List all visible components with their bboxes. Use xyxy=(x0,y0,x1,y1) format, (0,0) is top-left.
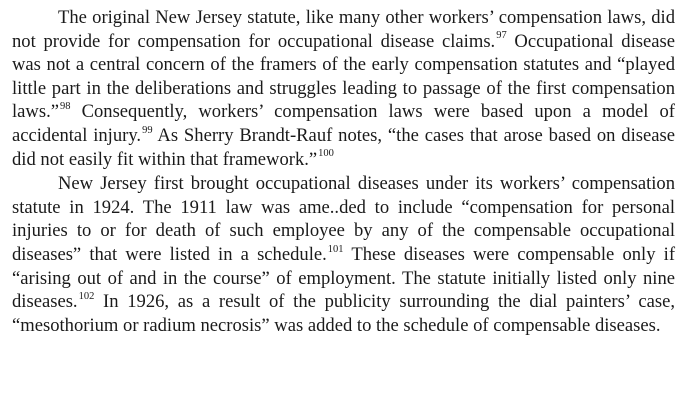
paragraph-text: Consequently, workers’ compensation laws were based upon a model of accidental injury. xyxy=(12,101,675,146)
paragraph-text: Occupational disease was not a central concern of the framers of the early compensation statutes and “played little part in the deliberations and struggles leading to passage of the first compensation laws.” xyxy=(12,30,675,123)
footnote-marker-97[interactable]: 97 xyxy=(496,30,507,42)
paragraph-text: As Sherry Brandt-Rauf notes, “the cases that arose based on disease did not easily fit within that framework.” xyxy=(12,124,675,170)
paragraph-text: The original New Jersey statute, like many other workers’ compensation laws, did not provide for compensation for occupational disease claims. xyxy=(12,7,675,52)
paragraph-text: In 1926, as a result of the publicity surrounding the dial painters’ case, “mesothorium or radium necrosis” was added to the schedule of compensable diseases. xyxy=(12,291,675,336)
footnote-marker-99[interactable]: 99 xyxy=(142,124,153,136)
paragraph-text: New Jersey first brought occupational diseases under its workers’ compensation statute in 1924. The 1911 law was ame..ded to include “compensation for personal injuries to or for death of such employee by any of the compensable occupational diseases” that were listed in a schedule. xyxy=(12,173,675,265)
footnote-marker-100[interactable]: 100 xyxy=(318,148,334,160)
paragraph-text: These diseases were compensable only if “arising out of and in the course” of employment. The statute initially listed only nine diseases. xyxy=(12,243,676,313)
paragraph-2 xyxy=(12,172,675,337)
paragraph-1 xyxy=(12,6,675,171)
footnote-marker-101[interactable]: 101 xyxy=(327,243,344,255)
footnote-marker-102[interactable]: 102 xyxy=(78,290,95,302)
footnote-marker-98[interactable]: 98 xyxy=(59,101,71,113)
